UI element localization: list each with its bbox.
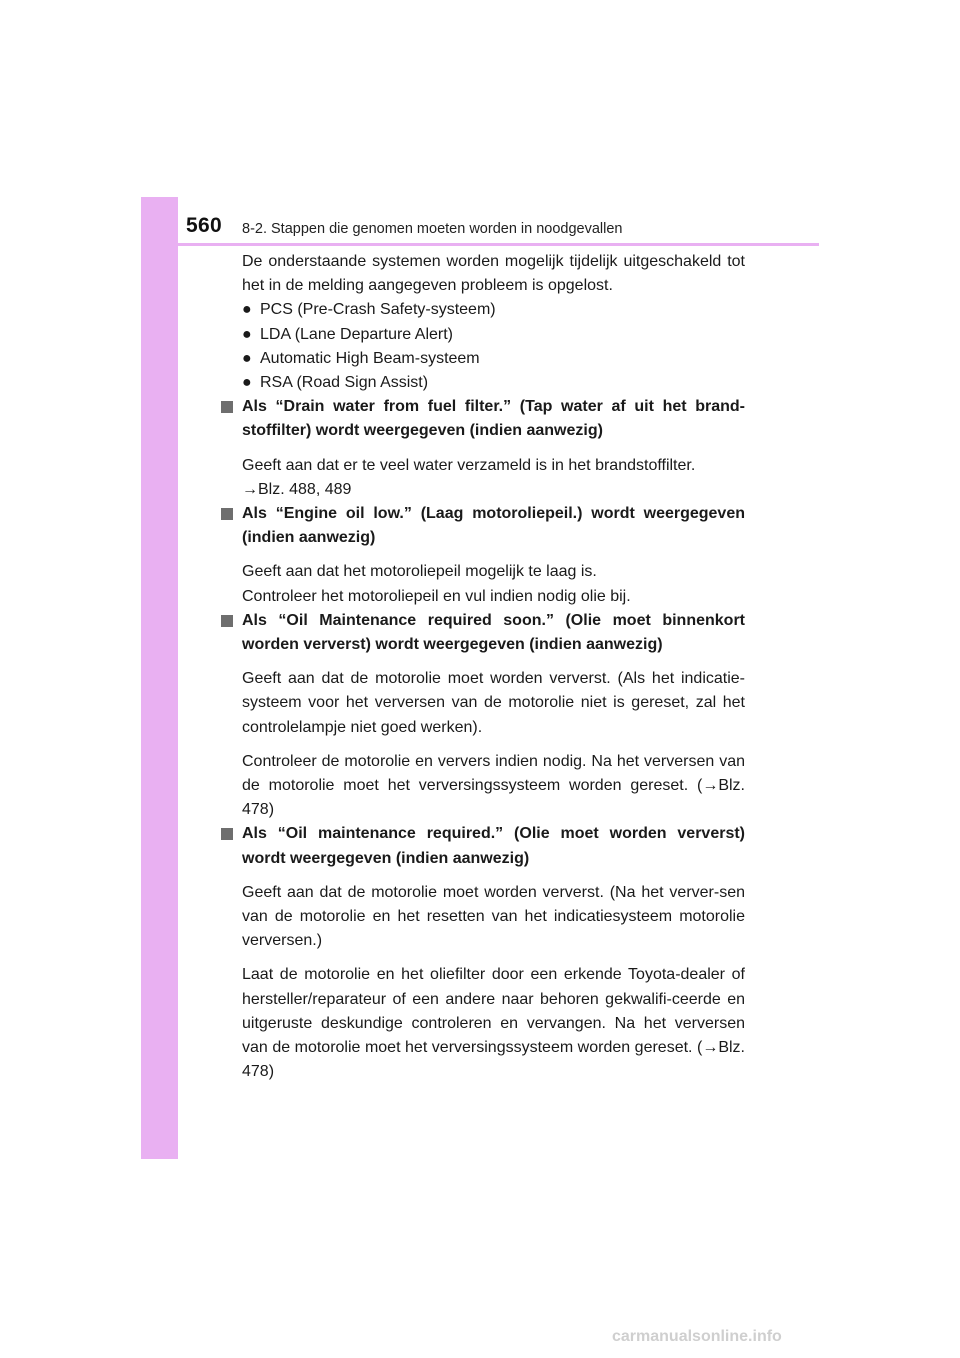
list-item: ● PCS (Pre-Crash Safety-systeem)	[242, 298, 745, 322]
section-paragraph: Controleer het motoroliepeil en vul indien nodig olie bij.	[242, 587, 631, 605]
square-bullet-icon	[221, 508, 233, 520]
page-reference: →Blz. 488, 489	[242, 480, 352, 498]
page-number: 560	[186, 214, 222, 237]
section-paragraph: Laat de motorolie en het oliefilter door een erkende Toyota-dealer of hersteller/reparateur of een andere naar behoren gekwalifi-ceerde en uitgeruste deskundige controleren en vervangen. Na het verversen van de motorolie moet het verversingssysteem worden gereset. (→Blz. 478)	[242, 966, 745, 1081]
bullet-icon: ●	[242, 301, 252, 319]
bullet-icon: ●	[242, 349, 252, 367]
list-item: ● Automatic High Beam-systeem	[242, 347, 745, 371]
bullet-icon: ●	[242, 374, 252, 392]
section-paragraph: Geeft aan dat er te veel water verzameld is in het brandstoffilter.	[242, 456, 696, 474]
section-heading: Als “Oil maintenance required.” (Olie moet worden ververst) wordt weergegeven (indien aanwezig)	[219, 822, 745, 870]
page-content	[219, 250, 745, 1085]
section-heading: Als “Drain water from fuel filter.” (Tap water af uit het brand-stoffilter) wordt weergegeven (indien aanwezig)	[219, 395, 745, 443]
side-color-band	[141, 197, 178, 1159]
section-paragraph: Geeft aan dat de motorolie moet worden ververst. (Na het verver-sen van de motorolie en het resetten van het indicatiesysteem motorolie verversen.)	[242, 883, 745, 950]
square-bullet-icon	[221, 401, 233, 413]
square-bullet-icon	[221, 615, 233, 627]
watermark-text: carmanualsonline.info	[612, 1328, 782, 1345]
section-paragraph: Geeft aan dat de motorolie moet worden ververst. (Als het indicatie-systeem voor het verversen van de motorolie niet is gereset, zal het controlelampje niet goed werken).	[242, 670, 745, 736]
section-heading: Als “Oil Maintenance required soon.” (Olie moet binnenkort worden ververst) wordt weergegeven (indien aanwezig)	[219, 609, 745, 657]
square-bullet-icon	[221, 828, 233, 840]
header-divider	[178, 243, 819, 246]
intro-paragraph: De onderstaande systemen worden mogelijk tijdelijk uitgeschakeld tot het in de melding aangegeven probleem is opgelost.	[242, 253, 745, 295]
section-title: 8-2. Stappen die genomen moeten worden in noodgevallen	[242, 221, 623, 237]
section-paragraph: Geeft aan dat het motoroliepeil mogelijk te laag is.	[242, 563, 597, 581]
list-item: ● RSA (Road Sign Assist)	[242, 371, 745, 395]
bullet-icon: ●	[242, 325, 252, 343]
section-paragraph: Controleer de motorolie en ververs indien nodig. Na het verversen van de motorolie moet het verversingssysteem worden gereset. (→Blz. 478)	[242, 752, 745, 819]
list-item: ● LDA (Lane Departure Alert)	[242, 323, 745, 347]
section-heading: Als “Engine oil low.” (Laag motoroliepeil.) wordt weergegeven (indien aanwezig)	[219, 502, 745, 550]
